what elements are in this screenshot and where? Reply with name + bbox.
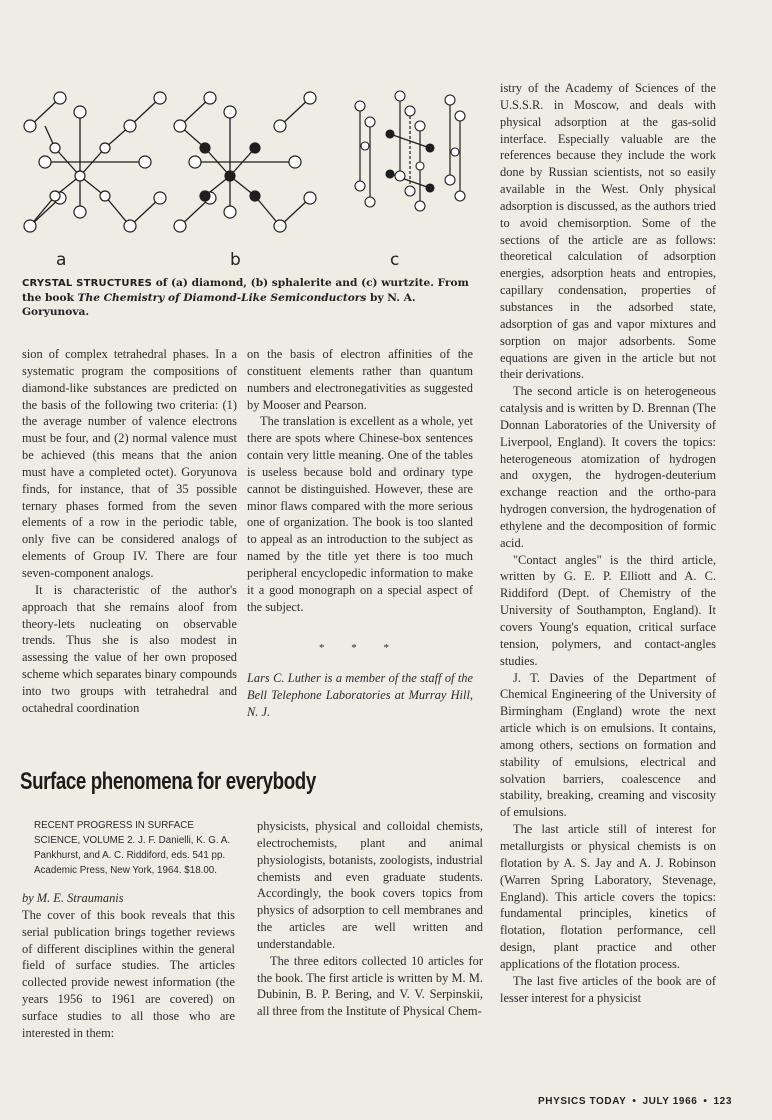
review2-paragraph: The three editors collected 10 articles for the book. The first article is written by M. M. Dubinin, B. P. Bering, and V. V. Serpinskii, all three from the Institute of Physical Chem-	[257, 953, 483, 1019]
review2-paragraph: "Contact angles" is the third article, written by G. E. P. Elliott and A. C. Riddiford (Dept. of Chemistry of the University of Southampton, England). It covers Young's equation, critical surface tension, polymers, and contact-angles studies.	[500, 552, 716, 668]
review2-paragraph: The last five articles of the book are of lesser interest for a physicist	[500, 973, 716, 1005]
footer-separator: •	[703, 1096, 708, 1107]
footer-separator: •	[632, 1096, 637, 1107]
caption-lead: CRYSTAL STRUCTURES	[22, 278, 153, 289]
caption-author: by N. A. Goryunova.	[22, 292, 416, 318]
review1-column-2	[247, 346, 473, 721]
review2-headline: Surface phenomena for everybody	[20, 768, 316, 795]
figure-caption	[22, 276, 482, 319]
crystal-structures-figure	[20, 86, 480, 254]
review2-column-3	[500, 80, 716, 1006]
book-info: RECENT PROGRESS IN SURFACE SCIENCE, VOLUME 2. J. F. Danielli, K. G. A. Pankhurst, and A. C. Riddiford, eds. 541 pp. Academic Press, New York, 1964. $18.00.	[34, 820, 230, 876]
figure-label-a: a	[56, 250, 67, 270]
reviewer-signature: Lars C. Luther is a member of the staff of the Bell Telephone Laboratories at Murray Hill, N. J.	[247, 671, 473, 720]
review1-column-1	[22, 346, 237, 717]
review2-paragraph: J. T. Davies of the Department of Chemical Engineering of the University of Birmingham (England) wrote the next article which is on emulsions. It contains, among others, sections on formation and stability of emulsions, electrical and solvation barriers, coalescence and stability, breaking, creaming and viscosity of emulsions.	[500, 670, 716, 820]
review2-column-2	[257, 818, 483, 1020]
caption-book-title: The Chemistry of Diamond-Like Semiconductors	[77, 292, 367, 304]
figure-label-c: c	[390, 250, 400, 270]
figure-label-b: b	[230, 250, 241, 270]
review1-paragraph: The translation is excellent as a whole, yet there are spots where Chinese-box sentences contain very little meaning. One of the tables is useless because bold and ordinary type cannot be distinguished. However, these are minor flaws compared with the more serious one of organization. The book is too slanted to appeal as an introduction to the subject as named by the title yet there is too much peripheral encyclopedic information to make it a good monograph on a special aspect of the subject.	[247, 414, 473, 614]
review2-paragraph: istry of the Academy of Sciences of the U.S.S.R. in Moscow, and deals with physical adsorption at the gas-solid interface. Especially valuable are the references because they include the work done by Russian scientists, not so easily available in the West. Only physical adsorption is discussed, as the authors tried to avoid chemisorption. Some of the sections of the article are as follows: theoretical calculation of adsorption energies, adsorption heats and entropies, capillary condensation, properties of substances in the adsorbed state, adsorption of gas and vapor mixtures and sorption on major adsorbents. Some equations are given in the article but not their derivations.	[500, 81, 716, 382]
review1-paragraph: on the basis of electron affinities of the constituent elements rather than quantum numbers and electronegativities as suggested by Mooser and Pearson.	[247, 347, 473, 412]
review2-paragraph: physicists, physical and colloidal chemists, electrochemists, plant and animal physiologists, botanists, zoologists, industrial chemists and even graduate students. Accordingly, the book covers topics from physics of adsorption to cell membranes and the articles are well written and understandable.	[257, 819, 483, 951]
review2-byline: by M. E. Straumanis	[22, 891, 124, 905]
footer-journal: PHYSICS TODAY	[538, 1096, 627, 1107]
review2-column-1	[22, 818, 235, 1042]
footer-page-number: 123	[713, 1096, 732, 1107]
review2-paragraph: The cover of this book reveals that this serial publication brings together reviews of different disciplines within the general field of surface studies. The articles collected provide newest information (the years 1956 to 1961 are covered) on surface studies to all those who are interested in them:	[22, 907, 235, 1040]
footer-date: JULY 1966	[642, 1096, 698, 1107]
page-footer	[538, 1096, 732, 1107]
caption-text: of (a) diamond, (b) sphalerite and (c) wurtzite. From the book	[22, 277, 469, 304]
review2-paragraph: The second article is on heterogeneous catalysis and is written by D. Brennan (The Donnan Laboratories of the University of Liverpool, England). It covers the topics: heterogeneous atomization of hydrogen and oxygen, the hydrogen-deuterium exchange reaction and the ortho-para hydrogen conversion, the hydrogenation of ethylene and the decomposition of formic acid.	[500, 384, 716, 550]
section-separator-stars: * * *	[319, 641, 401, 654]
review1-paragraph: It is characteristic of the author's approach that she remains aloof from theory-lets nucleating on observable trends. Thus she is also modest in assessing the value of her own proposed scheme which separates binary compounds into two groups with tetrahedral and octahedral coordination	[22, 582, 237, 715]
review1-paragraph: sion of complex tetrahedral phases. In a systematic program the compositions of diamond-like substances are predicted on the basis of the following two criteria: (1) the average number of valence electrons must be four, and (2) normal valence must be achieved (this means that the anion must have a completed octet). Goryunova finds, for instance, that of 35 possible ternary phases formed from the seven elements of a row in the periodic table, only five can be considered analogs of elements of Group IV. There are four seven-component analogs.	[22, 347, 237, 580]
review2-paragraph: The last article still of interest for metallurgists or physical chemists is on flotation by A. S. Jay and A. J. Robinson (Warren Spring Laboratory, Stevenage, England). This article covers the topics: fundamental principles, kinetics of flotation, flotation performance, cell design, plant practice and other applications of the flotation process.	[500, 822, 716, 971]
